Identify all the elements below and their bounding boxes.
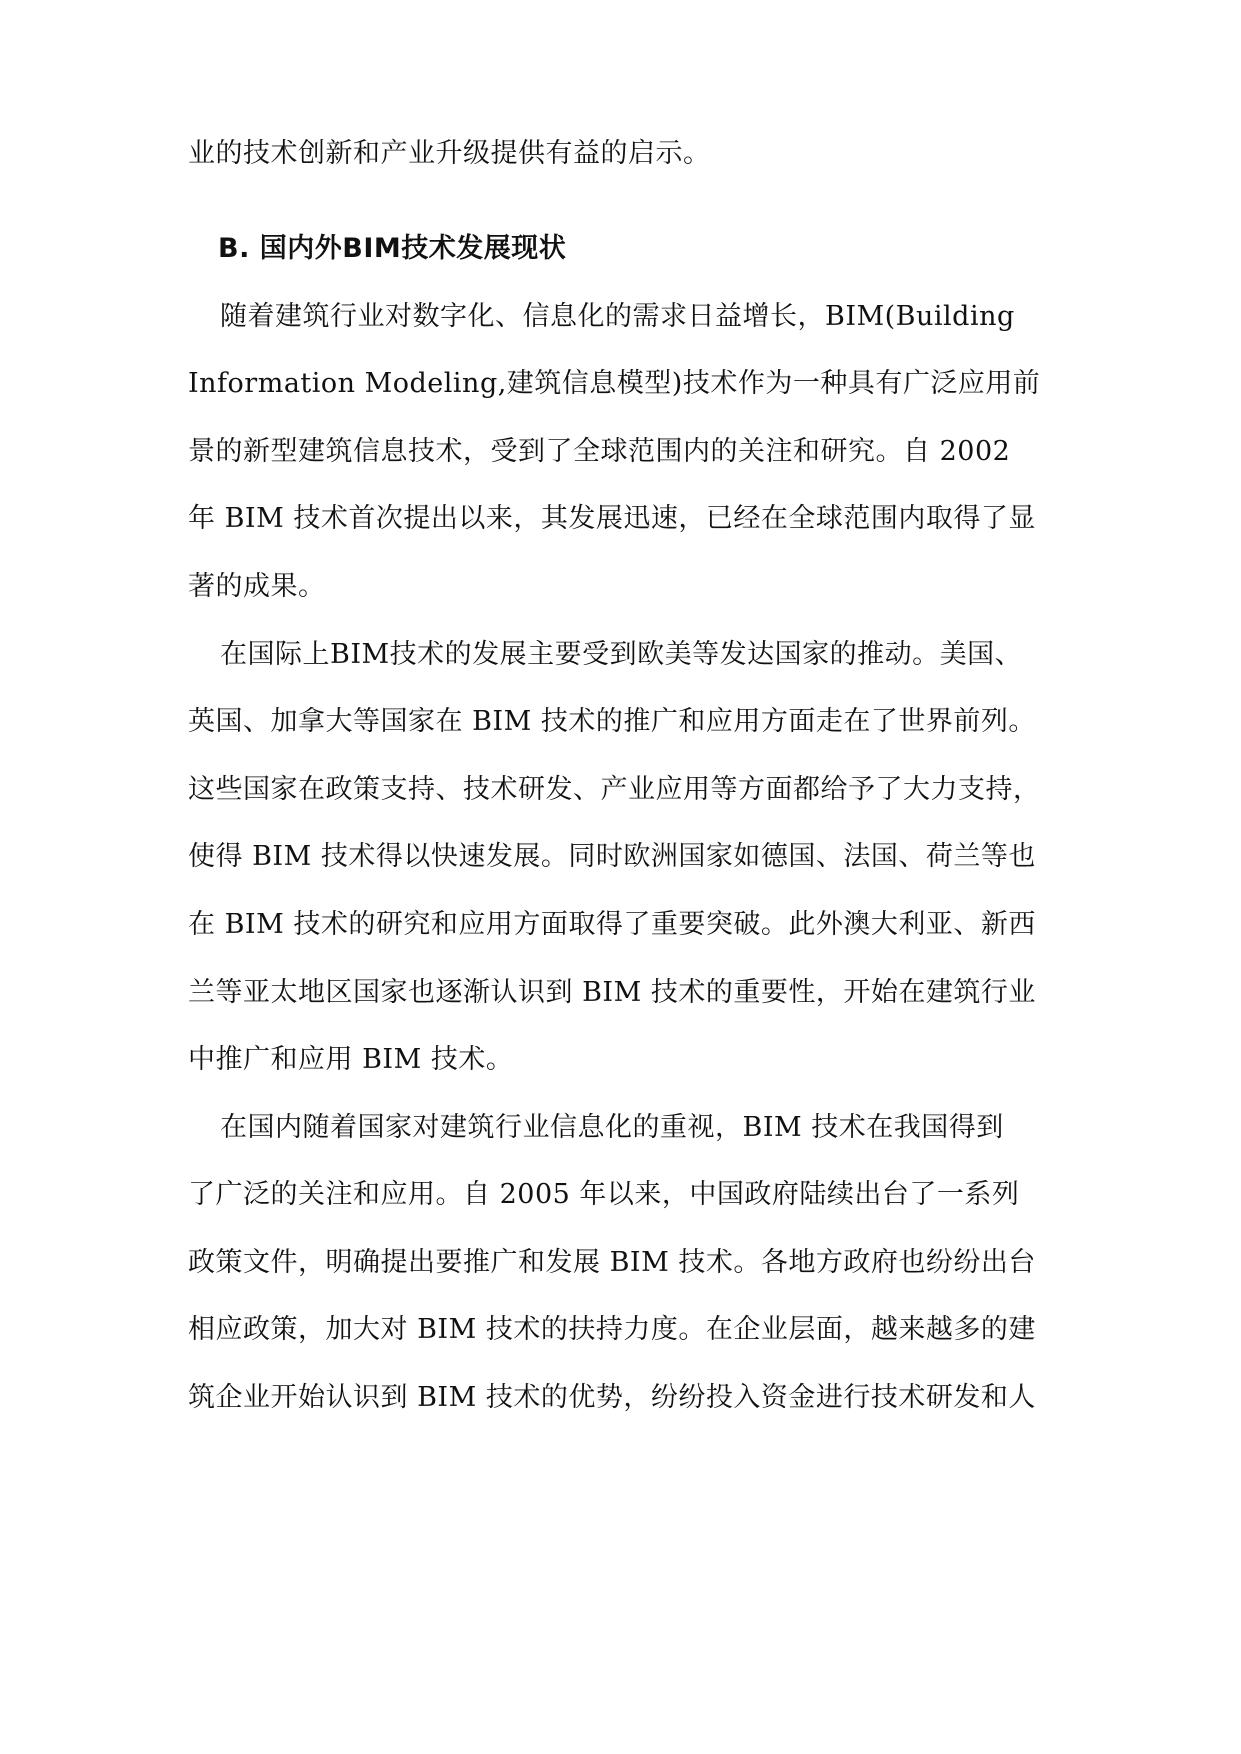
paragraph-line: 在国内随着国家对建筑行业信息化的重视，BIM 技术在我国得到 bbox=[220, 1112, 1004, 1143]
paragraph-line: 中推广和应用 BIM 技术。 bbox=[188, 1044, 514, 1075]
paragraph-line: 著的成果。 bbox=[188, 571, 326, 602]
paragraph-line: 兰等亚太地区国家也逐渐认识到 BIM 技术的重要性，开始在建筑行业 bbox=[188, 977, 1036, 1008]
paragraph-line: 年 BIM 技术首次提出以来，其发展迅速，已经在全球范围内取得了显 bbox=[188, 503, 1036, 534]
paragraph-line: 在国际上BIM技术的发展主要受到欧美等发达国家的推动。美国、 bbox=[220, 639, 1023, 670]
paragraph-line: 了广泛的关注和应用。自 2005 年以来，中国政府陆续出台了一系列 bbox=[188, 1179, 1020, 1210]
paragraph-line: 这些国家在政策支持、技术研发、产业应用等方面都给予了大力支持， bbox=[188, 774, 1041, 805]
paragraph-line: 使得 BIM 技术得以快速发展。同时欧洲国家如德国、法国、荷兰等也 bbox=[188, 841, 1036, 872]
paragraph-line: 相应政策，加大对 BIM 技术的扶持力度。在企业层面，越来越多的建 bbox=[188, 1314, 1036, 1345]
paragraph-line: 政策文件，明确提出要推广和发展 BIM 技术。各地方政府也纷纷出台 bbox=[188, 1247, 1036, 1278]
paragraph-line: 随着建筑行业对数字化、信息化的需求日益增长，BIM(Building bbox=[220, 301, 1015, 332]
paragraph-line: Information Modeling,建筑信息模型)技术作为一种具有广泛应用前 bbox=[188, 368, 1041, 399]
section-heading: B. 国内外BIM技术发展现状 bbox=[218, 233, 567, 264]
paragraph-line: 在 BIM 技术的研究和应用方面取得了重要突破。此外澳大利亚、新西 bbox=[188, 909, 1036, 940]
paragraph-line: 筑企业开始认识到 BIM 技术的优势，纷纷投入资金进行技术研发和人 bbox=[188, 1382, 1036, 1413]
paragraph-line: 英国、加拿大等国家在 BIM 技术的推广和应用方面走在了世界前列。 bbox=[188, 706, 1036, 737]
paragraph-line: 业的技术创新和产业升级提供有益的启示。 bbox=[188, 138, 711, 169]
paragraph-line: 景的新型建筑信息技术，受到了全球范围内的关注和研究。自 2002 bbox=[188, 436, 1011, 467]
